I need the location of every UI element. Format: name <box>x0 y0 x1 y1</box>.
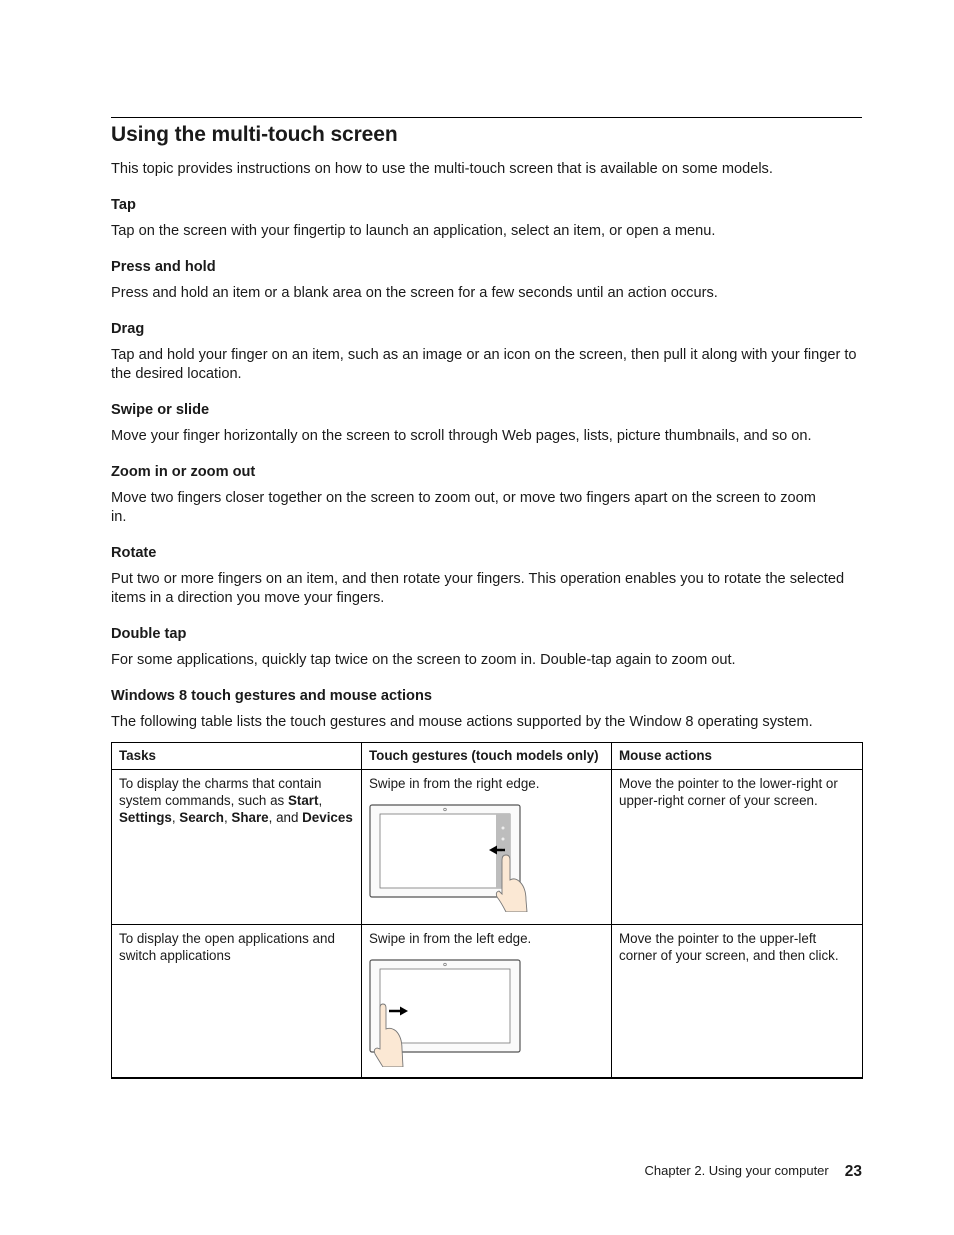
table-row <box>112 770 863 925</box>
section-body: Press and hold an item or a blank area on the screen for a few seconds until an action occurs. <box>111 285 718 301</box>
section-heading: Rotate <box>111 545 157 561</box>
section-heading: Swipe or slide <box>111 402 210 418</box>
gesture-text: Swipe in from the left edge. <box>369 931 532 946</box>
section-zoom <box>111 463 862 527</box>
task-cell: To display the charms that contain system commands, such as Start, Settings, Search, Share, and Devices <box>112 770 362 925</box>
table-header-cell: Mouse actions <box>612 743 863 770</box>
page-number: 23 <box>844 1163 862 1180</box>
table-header-cell: Touch gestures (touch models only) <box>362 743 612 770</box>
section-heading: Drag <box>111 321 145 337</box>
section-tap <box>111 196 862 241</box>
gesture-text: Swipe in from the right edge. <box>369 776 540 791</box>
top-rule <box>111 117 862 118</box>
section-double-tap <box>111 625 862 670</box>
chapter-label: Chapter 2. Using your computer <box>644 1163 829 1178</box>
page-title: Using the multi-touch screen <box>111 123 398 146</box>
swipe-right-edge-illustration <box>369 802 534 912</box>
section-body: Tap on the screen with your fingertip to launch an application, select an item, or open a menu. <box>111 223 716 239</box>
page-content <box>111 117 862 732</box>
section-windows8-gestures <box>111 687 862 732</box>
gestures-table <box>111 742 863 1079</box>
gesture-cell <box>362 925 612 1079</box>
section-heading: Windows 8 touch gestures and mouse actions <box>111 688 432 704</box>
section-rotate <box>111 544 862 608</box>
table-header-row <box>112 743 863 770</box>
swipe-left-edge-illustration <box>369 957 534 1067</box>
section-body: Tap and hold your finger on an item, such as an image or an icon on the screen, then pull it along with your finger to the desired location. <box>111 347 857 382</box>
section-body: Put two or more fingers on an item, and then rotate your fingers. This operation enables you to rotate the selected items in a direction you move your fingers. <box>111 571 845 606</box>
section-press-and-hold <box>111 258 862 303</box>
section-body: The following table lists the touch gestures and mouse actions supported by the Window 8 operating system. <box>111 714 813 730</box>
page-footer <box>644 1163 862 1181</box>
section-body: Move your finger horizontally on the screen to scroll through Web pages, lists, picture thumbnails, and so on. <box>111 428 812 444</box>
intro-paragraph: This topic provides instructions on how to use the multi-touch screen that is available on some models. <box>111 161 773 177</box>
table-header-cell: Tasks <box>112 743 362 770</box>
section-body: Move two fingers closer together on the screen to zoom out, or move two fingers apart on the screen to zoom in. <box>111 490 816 525</box>
task-cell: To display the open applications and switch applications <box>112 925 362 1079</box>
section-heading: Press and hold <box>111 259 216 275</box>
mouse-cell: Move the pointer to the lower-right or upper-right corner of your screen. <box>612 770 863 925</box>
table-row <box>112 925 863 1079</box>
section-body: For some applications, quickly tap twice on the screen to zoom in. Double-tap again to zoom out. <box>111 652 736 668</box>
gesture-cell <box>362 770 612 925</box>
mouse-cell: Move the pointer to the upper-left corner of your screen, and then click. <box>612 925 863 1079</box>
section-heading: Double tap <box>111 626 187 642</box>
section-heading: Zoom in or zoom out <box>111 464 256 480</box>
section-drag <box>111 320 862 384</box>
section-heading: Tap <box>111 197 136 213</box>
section-swipe <box>111 401 862 446</box>
